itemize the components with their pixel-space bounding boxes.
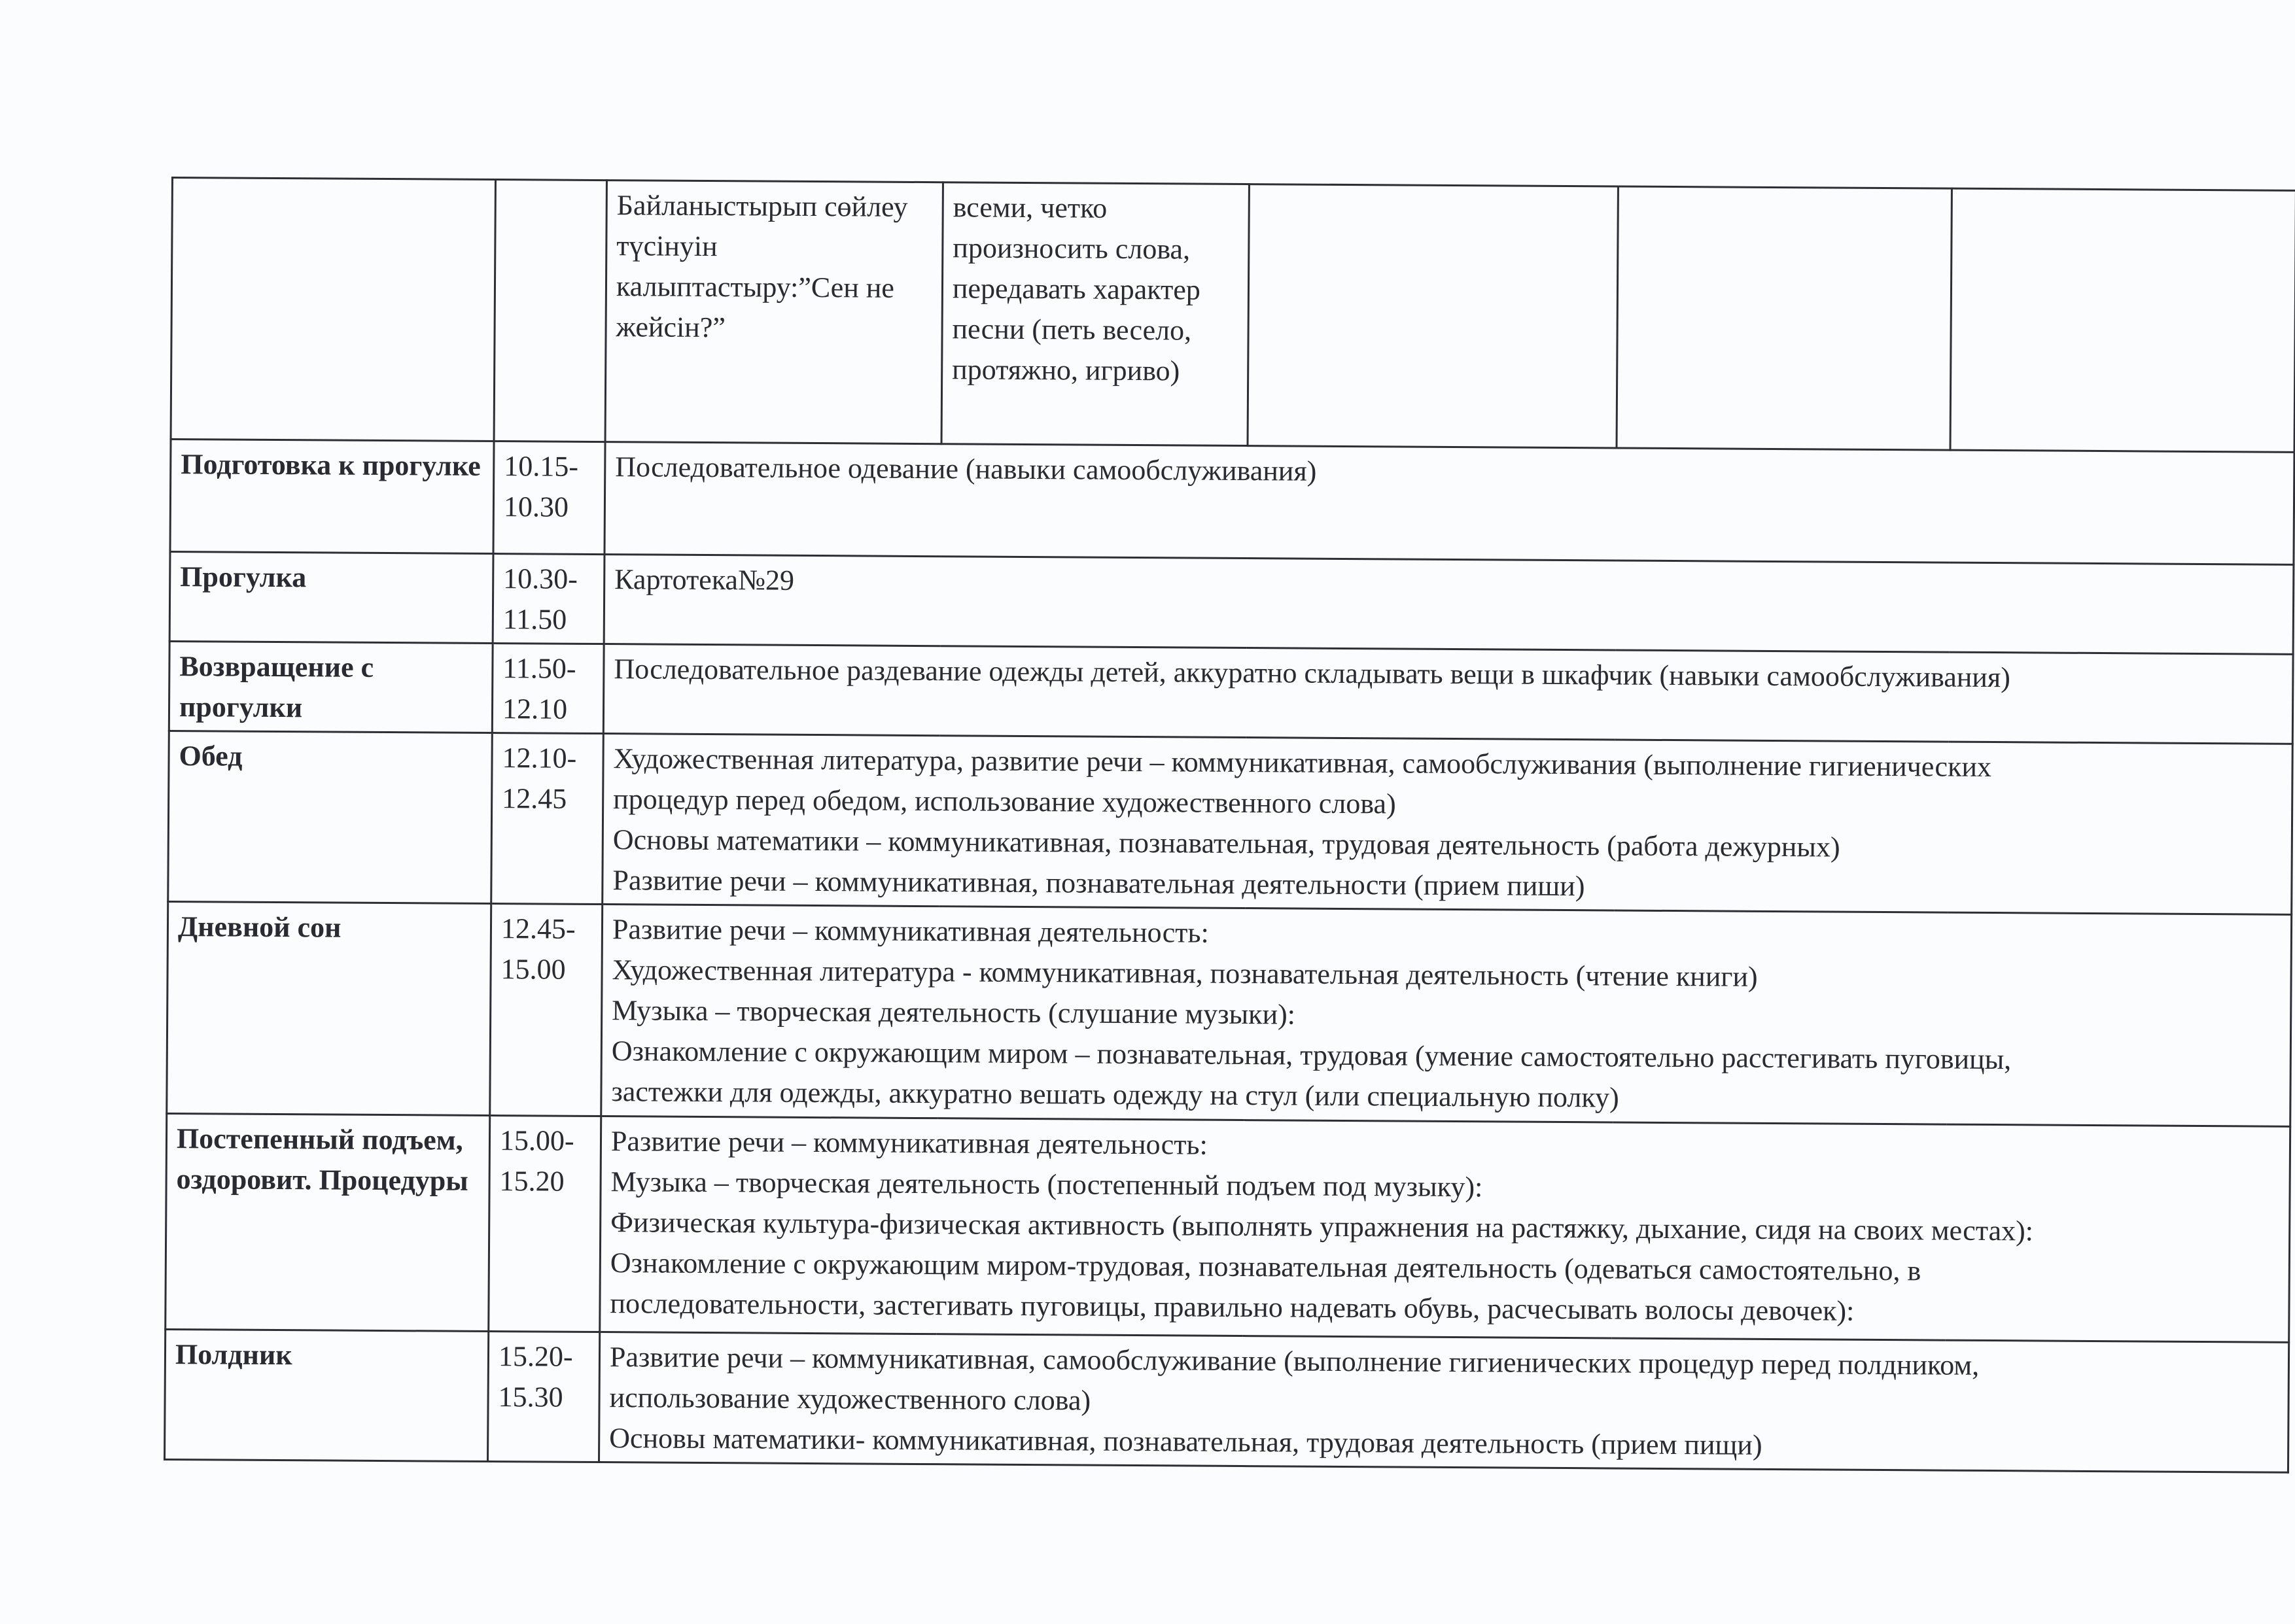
activity-name: Подготовка к прогулке [181, 448, 481, 482]
time-start: 12.10- [502, 742, 577, 774]
activity-content-cell [603, 734, 2293, 915]
content-line: Музыка – творческая деятельность (слушание музыки): [612, 994, 1296, 1031]
activity-content-cell [603, 644, 2293, 744]
content-line: использование художественного слова) [609, 1381, 1091, 1417]
content-line: Развитие речи – коммуникативная, познавательная деятельности (прием пиши) [612, 864, 1585, 903]
time-end: 11.50 [502, 603, 567, 636]
time-start: 11.50- [502, 652, 576, 685]
activity-content-cell [604, 555, 2294, 655]
time-end: 10.30 [503, 491, 569, 523]
activity-cell [168, 731, 493, 903]
time-cell [490, 904, 603, 1116]
content-line: процедур перед обедом, использование художественного слова) [613, 783, 1396, 820]
activity-content-cell [604, 442, 2294, 565]
time-cell [491, 733, 604, 905]
content-line: Основы математики – коммуникативная, познавательная, трудовая деятельность (работа дежурных) [612, 823, 1840, 863]
activity-name: Дневной сон [177, 910, 342, 944]
schedule-row [165, 1329, 2289, 1472]
empty-activity-cell [171, 178, 495, 441]
activity-name: Прогулка [180, 561, 307, 594]
continuation-row [171, 178, 2295, 453]
activity-cell [169, 641, 493, 733]
activity-cell [166, 1113, 490, 1331]
activity-name: Постепенный подъем, оздоровит. Процедуры [176, 1122, 468, 1197]
activity-cell [167, 901, 491, 1115]
content-line: Основы математики- коммуникативная, познавательная, трудовая деятельность (прием пищи) [609, 1422, 1762, 1461]
activity-name: Полдник [175, 1338, 292, 1372]
empty-time-cell [494, 180, 606, 442]
content-line: Последовательное одевание (навыки самообслуживания) [615, 451, 1317, 487]
time-cell [492, 644, 604, 734]
time-end: 12.45 [502, 782, 567, 815]
time-start: 15.00- [499, 1124, 574, 1157]
time-cell [489, 1116, 601, 1332]
content-line: Развитие речи – коммуникативная, самообслуживание (выполнение гигиенических процедур перед полдником, [609, 1341, 1980, 1381]
time-start: 10.15- [504, 450, 579, 483]
time-cell [493, 554, 604, 644]
activity-content-cell [599, 1332, 2289, 1473]
activity-cell [170, 440, 494, 554]
content-line: последовательности, застегивать пуговицы, правильно надевать обувь, расчесывать волосы девочек): [610, 1287, 1855, 1327]
time-end: 15.00 [500, 953, 566, 986]
content-line: Ознакомление с окружающим миром – познавательная, трудовая (умение самостоятельно расстегивать пуговицы, [611, 1035, 2012, 1076]
content-line: Развитие речи – коммуникативная деятельность: [610, 1125, 1208, 1161]
activity-content-cell [601, 905, 2292, 1127]
content-line: Ознакомление с окружающим миром-трудовая, познавательная деятельность (одеваться самостоятельно, в [610, 1247, 1921, 1287]
activity-cell [165, 1329, 489, 1461]
schedule-table [164, 177, 2295, 1474]
content-line: застежки для одежды, аккуратно вешать одежду на стул (или специальную полку) [611, 1075, 1619, 1114]
time-start: 15.20- [498, 1340, 573, 1373]
activity-name: Обед [179, 740, 243, 772]
activity-content-cell [600, 1116, 2290, 1343]
schedule-row [170, 440, 2294, 565]
schedule-row [169, 551, 2294, 654]
empty-cell-5 [1248, 184, 1618, 448]
russian-text-cell [941, 182, 1249, 446]
time-end: 15.20 [499, 1165, 565, 1198]
content-line: Последовательное раздевание одежды детей, аккуратно складывать вещи в шкафчик (навыки самообслуживания) [614, 653, 2010, 694]
time-cell [488, 1331, 600, 1462]
empty-cell-7 [1950, 188, 2295, 452]
kazakh-text-cell [605, 181, 943, 444]
activity-cell [169, 551, 493, 643]
empty-cell-6 [1617, 186, 1952, 450]
time-start: 12.45- [500, 912, 576, 945]
content-line: Художественная литература - коммуникативная, познавательная деятельность (чтение книги) [612, 954, 1758, 993]
schedule-row [166, 1113, 2290, 1342]
content-line: Музыка – творческая деятельность (постепенный подъем под музыку): [610, 1166, 1483, 1203]
time-start: 10.30- [503, 562, 578, 595]
content-line: Картотека№29 [614, 563, 795, 596]
time-cell [493, 441, 605, 555]
time-end: 15.30 [498, 1381, 563, 1413]
schedule-row [167, 901, 2292, 1126]
content-line: Развитие речи – коммуникативная деятельность: [612, 913, 1209, 949]
russian-text: всеми, четко произносить слова, передавать характер песни (петь весело, протяжно, игриво) [952, 191, 1200, 387]
kazakh-text: Байланыстырып сөйлеу түсінуін калыптастыру:”Сен не жейсін?” [616, 189, 908, 344]
content-line: Художественная литература, развитие речи – коммуникативная, самообслуживания (выполнение гигиенических [613, 742, 1992, 784]
schedule-row [169, 641, 2293, 744]
time-end: 12.10 [502, 693, 568, 725]
content-line: Физическая культура-физическая активность (выполнять упражнения на растяжку, дыхание, сидя на своих местах): [610, 1206, 2034, 1247]
activity-name: Возвращение с прогулки [179, 650, 374, 724]
schedule-row [168, 731, 2293, 914]
